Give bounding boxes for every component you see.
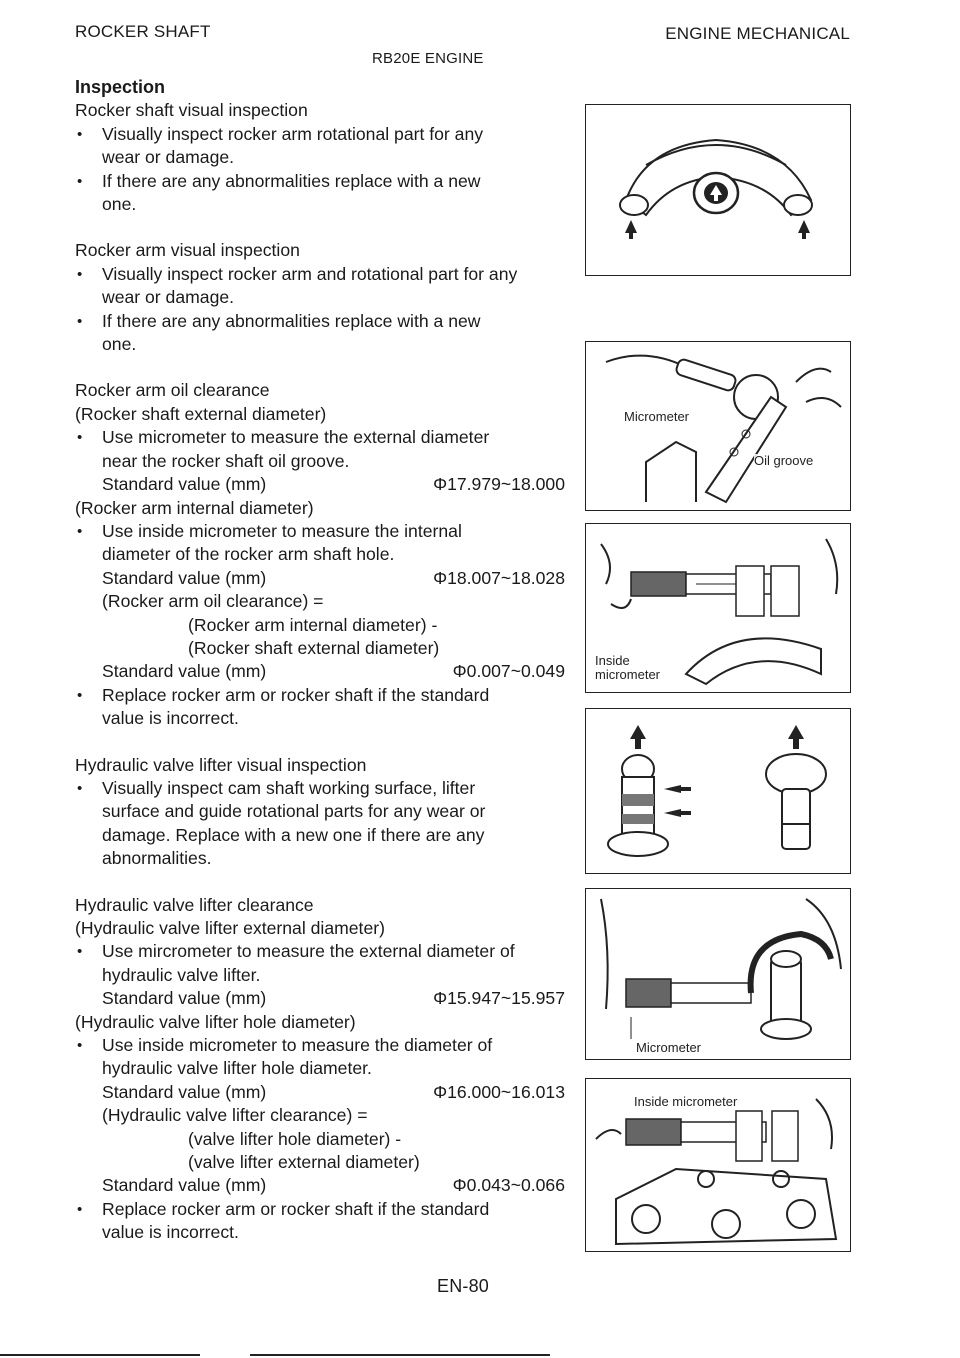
inside-micrometer-label: Inside (595, 653, 630, 668)
inspection-text (75, 76, 565, 1245)
standard-value-row (75, 1081, 565, 1104)
arrow-icon (798, 220, 810, 239)
spec-value: Φ16.000~16.013 (433, 1081, 565, 1102)
formula-line: (Rocker arm oil clearance) = (102, 591, 324, 612)
standard-value-row (75, 660, 565, 683)
rocker-arm-figure (585, 104, 851, 276)
text-line: damage. Replace with a new one if there are any (102, 824, 485, 845)
bullet-item (75, 310, 565, 357)
text-line: • Visually inspect rocker arm rotational part for any (102, 123, 484, 144)
spec-value: Φ0.043~0.066 (452, 1175, 565, 1196)
bullet-item (75, 1034, 565, 1081)
spec-value: Φ18.007~18.028 (433, 567, 565, 588)
text-line: wear or damage. (102, 147, 235, 168)
arrow-left-icon (664, 809, 681, 817)
spec-label: Standard value (mm) (102, 474, 267, 495)
inside-micrometer-label: Inside micrometer (634, 1094, 738, 1109)
section-heading: Rocker shaft visual inspection (75, 100, 308, 121)
spec-label: Standard value (mm) (102, 1081, 267, 1102)
text-line: • Use mircrometer to measure the external diameter of (102, 941, 515, 962)
spec-label: Standard value (mm) (102, 1175, 267, 1196)
rocker-arm-illustration (586, 105, 850, 275)
formula-line: (valve lifter external diameter) (188, 1152, 420, 1173)
spec-value: Φ0.007~0.049 (452, 661, 565, 682)
bullet-item (75, 684, 565, 731)
spec-value: Φ15.947~15.957 (433, 988, 565, 1009)
text-line: hydraulic valve lifter hole diameter. (102, 1058, 372, 1079)
micrometer-label: Micrometer (624, 409, 690, 424)
footer-rule (250, 1354, 550, 1356)
micrometer-label: Micrometer (636, 1040, 702, 1055)
text-line: hydraulic valve lifter. (102, 964, 261, 985)
spec-label: Standard value (mm) (102, 567, 267, 588)
standard-value-row (75, 567, 565, 590)
text-line: • Visually inspect rocker arm and rotational part for any (102, 263, 518, 284)
engine-subheader: RB20E ENGINE (372, 50, 484, 67)
bullet-item (75, 940, 565, 987)
arrow-left-icon (664, 785, 681, 793)
formula-line: (Rocker shaft external diameter) (188, 637, 440, 658)
bullet-item (75, 426, 565, 473)
text-line: value is incorrect. (102, 708, 239, 729)
spec-value: Φ17.979~18.000 (433, 474, 565, 495)
rocker-shaft-micrometer-figure (585, 341, 851, 511)
text-line: • If there are any abnormalities replace with a new (102, 170, 481, 191)
sub-heading: (Rocker arm internal diameter) (75, 497, 314, 518)
text-line: • Use micrometer to measure the external diameter (102, 427, 490, 448)
valve-lifter-figure (585, 708, 851, 874)
section-header: ROCKER SHAFT (75, 22, 211, 41)
page-number: EN-80 (437, 1276, 490, 1296)
oil-groove-label: Oil groove (754, 453, 814, 468)
bullet-item (75, 263, 565, 310)
text-line: one. (102, 194, 137, 215)
sub-heading: (Rocker shaft external diameter) (75, 403, 327, 424)
chapter-header: ENGINE MECHANICAL (665, 24, 850, 43)
sub-heading: (Hydraulic valve lifter external diameter) (75, 918, 385, 938)
text-line: • If there are any abnormalities replace with a new (102, 310, 481, 331)
bullet-item (75, 520, 565, 567)
text-line: surface and guide rotational parts for any wear or (102, 801, 486, 822)
spec-label: Standard value (mm) (102, 988, 267, 1009)
section-heading: Rocker arm visual inspection (75, 240, 300, 261)
text-line: • Replace rocker arm or rocker shaft if the standard (102, 1198, 490, 1219)
bullet-item (75, 170, 565, 217)
rocker-arm-inside-micrometer-figure (585, 523, 851, 693)
text-line: wear or damage. (102, 287, 235, 308)
bullet-item (75, 1198, 565, 1245)
arrow-icon (625, 220, 637, 239)
text-line: one. (102, 334, 137, 355)
bullet-item (75, 777, 565, 871)
section-heading: Hydraulic valve lifter clearance (75, 894, 314, 915)
footer-rule (0, 1354, 200, 1356)
text-line: • Use inside micrometer to measure the internal (102, 520, 462, 541)
bullet-item (75, 123, 565, 170)
formula-line: (Rocker arm internal diameter) - (188, 614, 438, 635)
standard-value-row (75, 473, 565, 496)
formula-line: (valve lifter hole diameter) - (188, 1128, 402, 1149)
arrow-down-icon (630, 725, 646, 749)
text-line: value is incorrect. (102, 1222, 239, 1243)
lifter-micrometer-figure (585, 888, 851, 1060)
inside-micrometer-label: micrometer (595, 667, 661, 682)
text-line: • Visually inspect cam shaft working surface, lifter (102, 777, 476, 798)
text-line: diameter of the rocker arm shaft hole. (102, 544, 395, 565)
lifter-hole-inside-micrometer-figure (585, 1078, 851, 1252)
section-heading: Hydraulic valve lifter visual inspection (75, 754, 367, 775)
sub-heading: (Hydraulic valve lifter hole diameter) (75, 1011, 356, 1032)
spec-label: Standard value (mm) (102, 661, 267, 682)
text-line: • Use inside micrometer to measure the diameter of (102, 1035, 493, 1056)
standard-value-row (75, 1174, 565, 1197)
arrow-down-icon (788, 725, 804, 749)
standard-value-row (75, 987, 565, 1010)
section-heading: Rocker arm oil clearance (75, 380, 270, 401)
formula-line: (Hydraulic valve lifter clearance) = (102, 1105, 368, 1126)
text-line: abnormalities. (102, 848, 212, 869)
text-line: near the rocker shaft oil groove. (102, 450, 350, 471)
text-line: • Replace rocker arm or rocker shaft if the standard (102, 684, 490, 705)
page-title: Inspection (75, 77, 166, 97)
